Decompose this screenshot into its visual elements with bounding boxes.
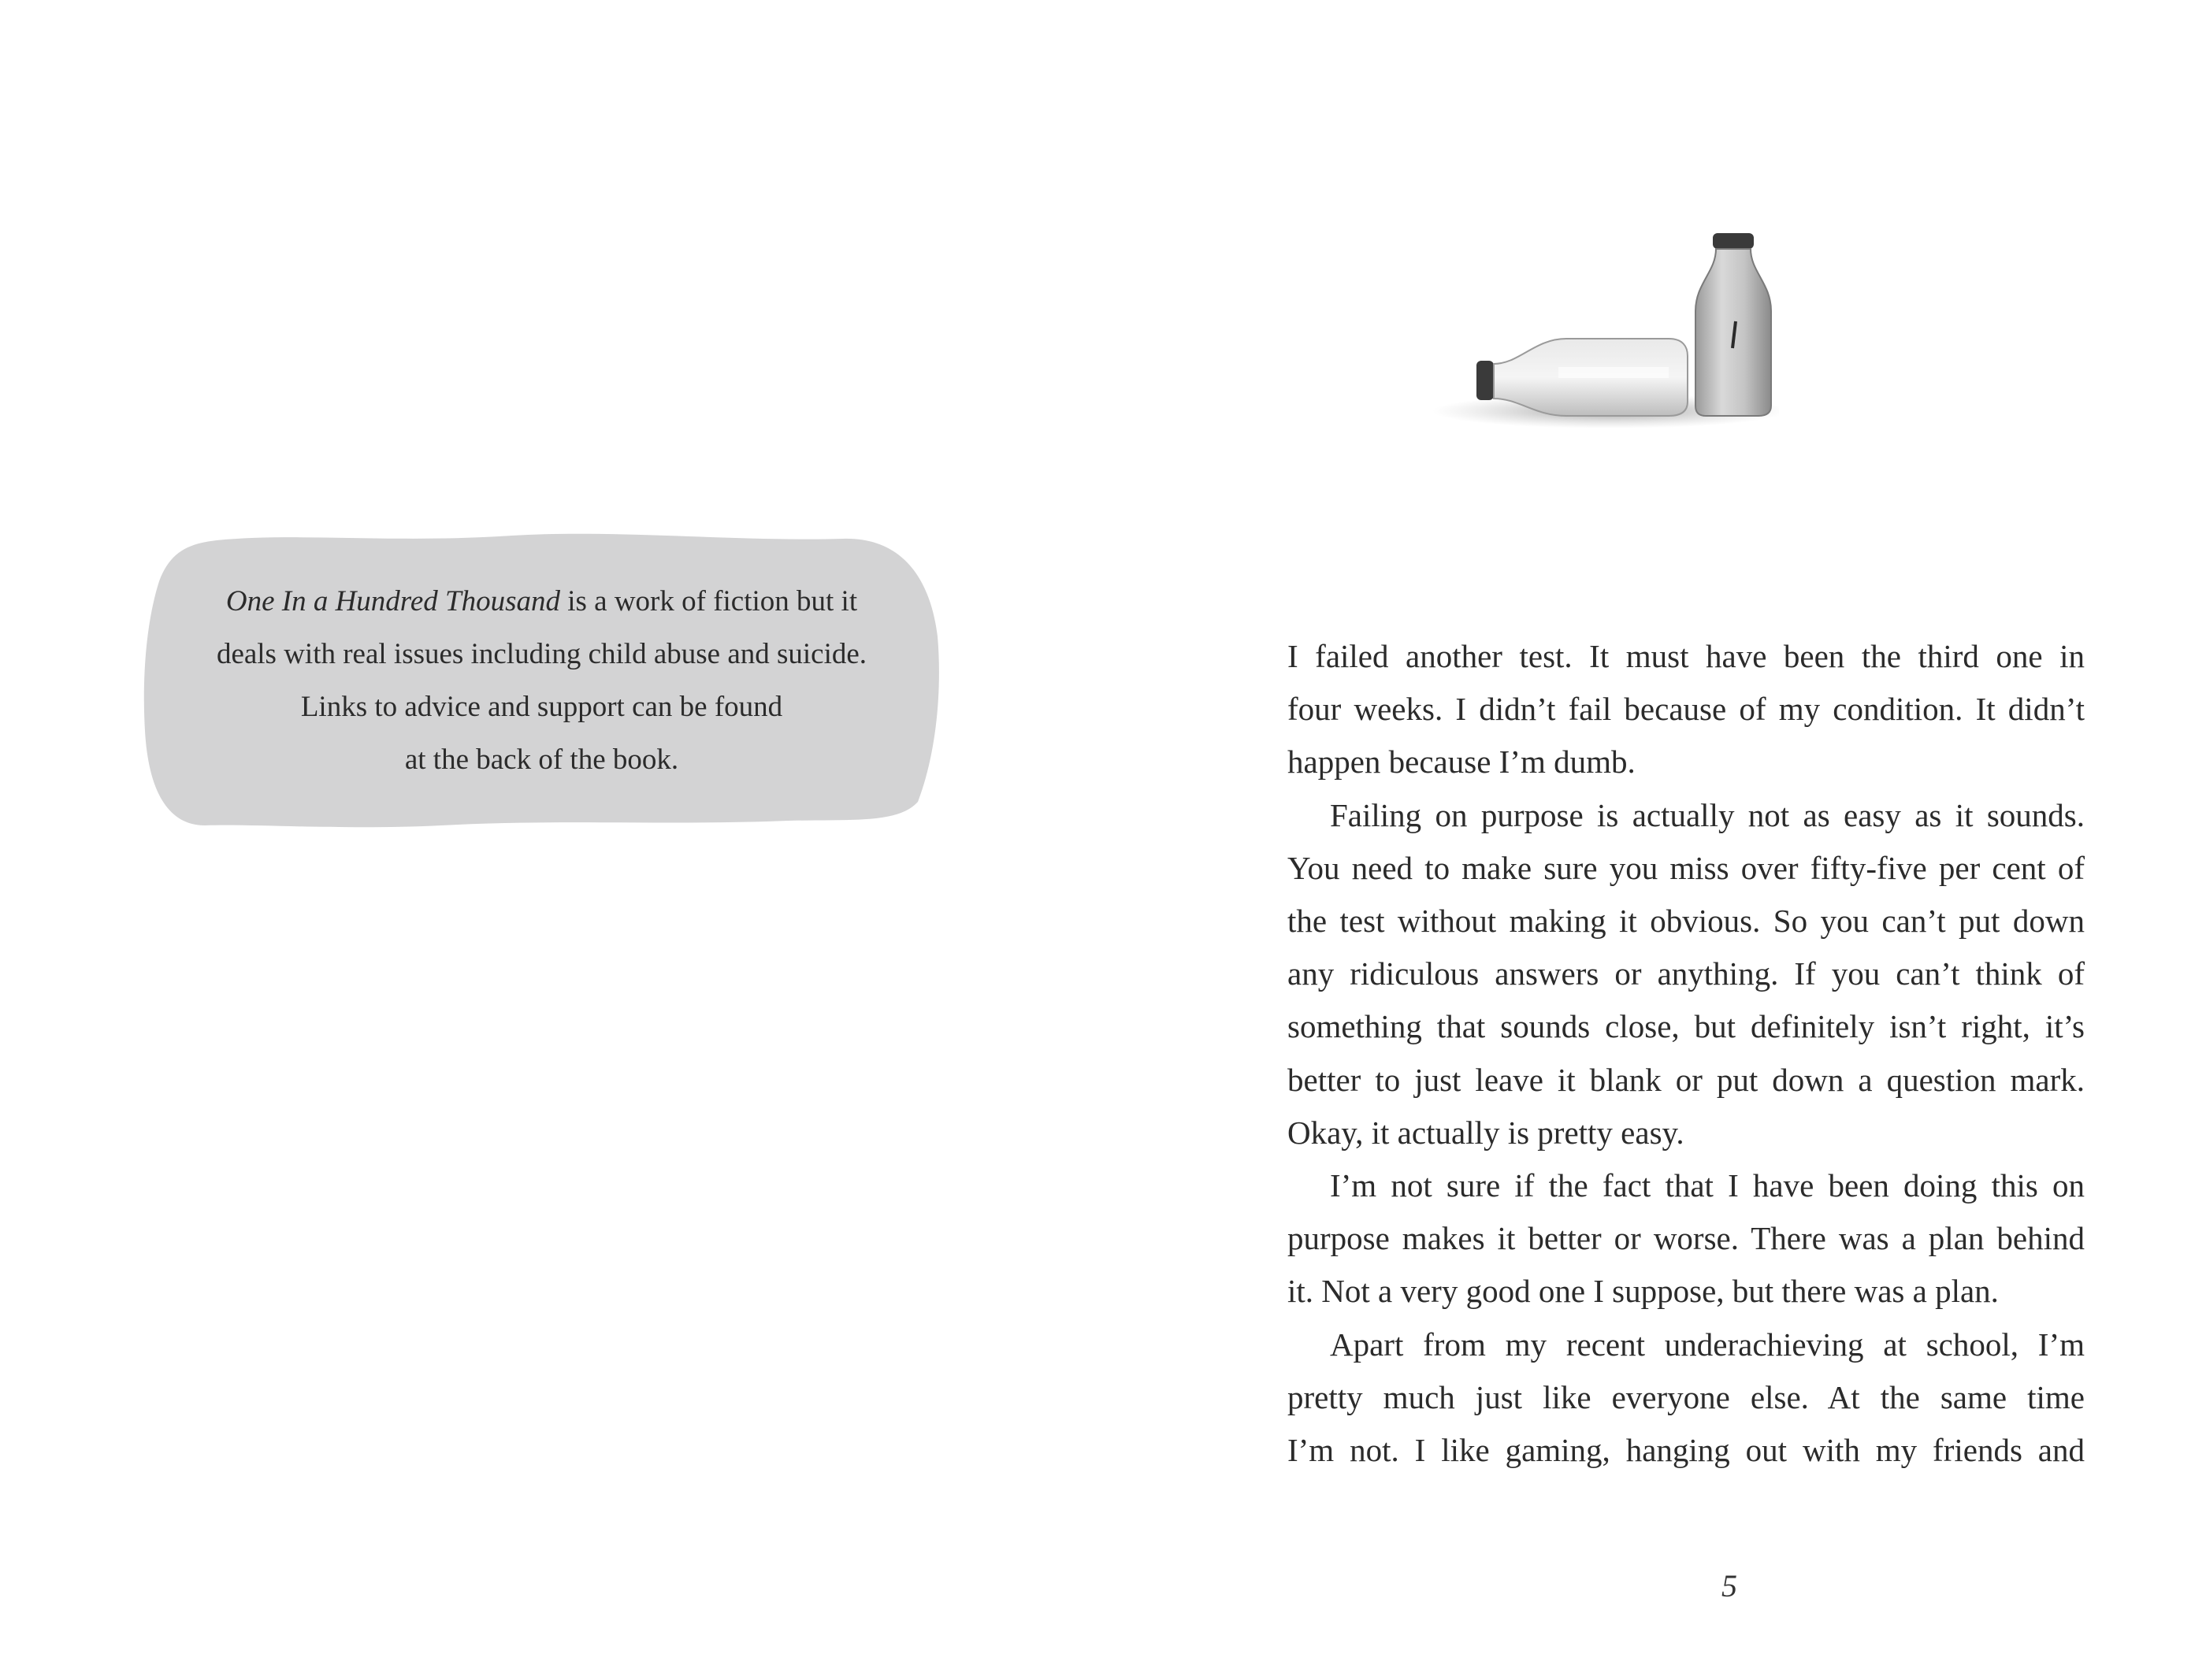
warning-line-3: Links to advice and support can be found [300, 691, 783, 723]
paragraph-4 [1287, 1318, 2085, 1478]
text-line: it. Not a very good one I suppose, but there was a plan. [1287, 1273, 1999, 1310]
warning-line-4: at the back of the book. [404, 744, 679, 776]
content-warning-box [142, 526, 941, 835]
text-line: You need to make sure you miss over fifty-five per cent of [1287, 849, 2085, 886]
text-line: Apart from my recent underachieving at school, I’m [1330, 1326, 2085, 1363]
text-line: I’m not. I like gaming, hanging out with my friends and [1287, 1432, 2085, 1469]
paragraph-1 [1287, 630, 2085, 789]
text-line: purpose makes it better or worse. There was a plan behind [1287, 1220, 2085, 1257]
content-warning-text [158, 575, 926, 786]
text-line: something that sounds close, but definitely isn’t right, it’s [1287, 1008, 2085, 1045]
warning-line-2: deals with real issues including child abuse and suicide. [216, 638, 867, 670]
right-page [1103, 0, 2206, 1680]
book-title: One In a Hundred Thousand [225, 585, 560, 617]
milk-bottles-icon [1432, 228, 1779, 441]
text-line: four weeks. I didn’t fail because of my condition. It didn’t [1287, 691, 2085, 728]
text-line: happen because I’m dumb. [1287, 744, 1636, 781]
body-text [1287, 630, 2085, 1477]
text-line: Failing on purpose is actually not as easy as it sounds. [1330, 796, 2085, 833]
text-line: the test without making it obvious. So you can’t put down [1287, 903, 2085, 940]
warning-line-1: One In a Hundred Thousand is a work of fiction but it [225, 585, 858, 617]
page-number: 5 [1721, 1568, 1737, 1604]
text-line: I failed another test. It must have been the third one in [1287, 638, 2085, 674]
text-line: Okay, it actually is pretty easy. [1287, 1114, 1684, 1151]
text-line: I’m not sure if the fact that I have been doing this on [1330, 1167, 2085, 1204]
text-line: any ridiculous answers or anything. If you can’t think of [1287, 955, 2085, 992]
text-line: better to just leave it blank or put down a question mark. [1287, 1061, 2085, 1098]
paragraph-2 [1287, 789, 2085, 1159]
paragraph-3 [1287, 1159, 2085, 1318]
text-line: pretty much just like everyone else. At the same time [1287, 1378, 2085, 1415]
